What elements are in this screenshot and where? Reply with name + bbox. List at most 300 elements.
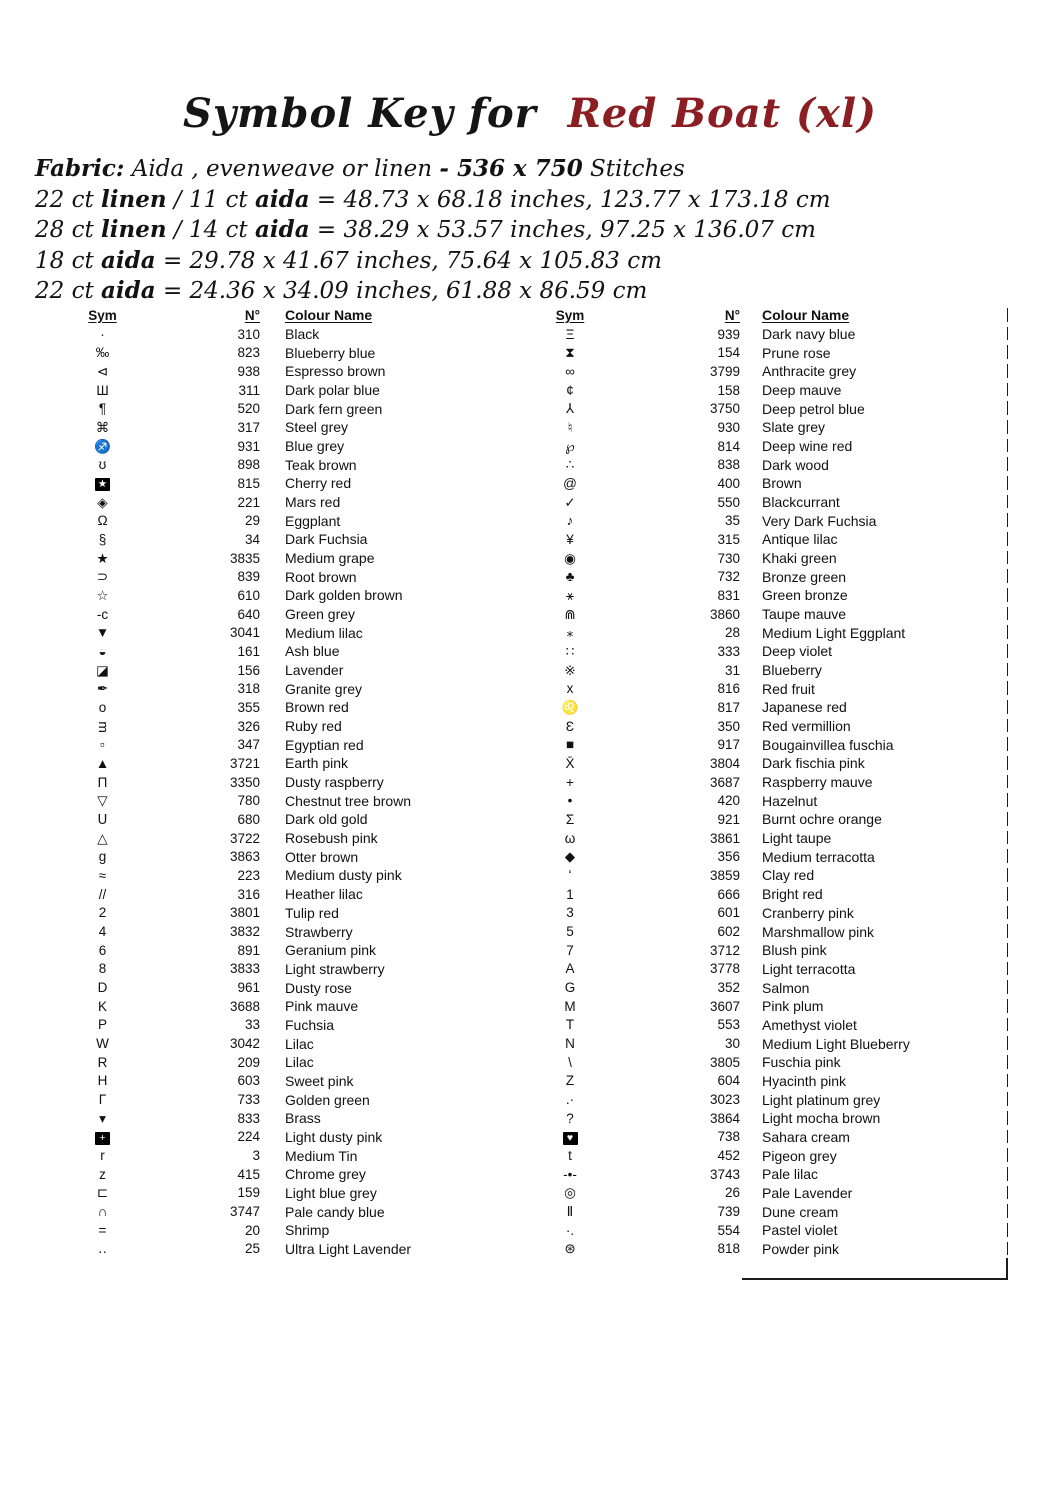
floss-number-cell: 452 [717,1148,740,1164]
floss-number-cell: 3688 [229,998,260,1014]
symbol-cell [530,551,610,566]
fabric-line: 28 ct linen / 14 ct aida = 38.29 x 53.57 inches, 97.25 x 136.07 cm [35,216,816,243]
stitch-symbol: § [98,531,107,547]
colour-name-cell: Deep violet [762,643,833,660]
floss-number-cell: 930 [717,419,740,435]
key-row [530,717,1008,736]
floss-number-cell: 602 [717,924,740,939]
colour-name-cell: Hyacinth pink [762,1072,847,1089]
floss-number-cell: 3 [252,1148,260,1164]
stitch-symbol: ‥ [97,1241,107,1257]
colour-name-cell: Light dusty pink [285,1128,383,1145]
stitch-symbol: ⊏ [96,1185,109,1201]
symbol-cell [60,663,145,678]
key-row [530,362,1008,381]
colour-name-cell: Anthracite grey [762,363,857,380]
colour-name-cell: Bronze green [762,568,847,585]
symbol-cell [60,868,145,883]
key-row [60,679,510,698]
symbol-cell [530,1241,610,1256]
stitch-symbol: ⧗ [565,345,575,361]
title-prefix: Symbol Key for [183,90,537,137]
floss-number-cell: 415 [237,1166,260,1182]
colour-name-cell: Ruby red [285,718,342,735]
floss-number-cell: 224 [237,1129,260,1145]
symbol-cell [530,1036,610,1051]
stitch-symbol: H [97,1073,108,1089]
symbol-cell [530,569,610,584]
colour-name-cell: Dark wood [762,456,829,473]
stitch-symbol: ᴟ [98,718,107,734]
floss-number-cell: 823 [237,345,260,361]
floss-number-cell: 3042 [229,1036,260,1052]
symbol-cell [530,1129,610,1145]
stitch-symbol: · [100,326,105,342]
symbol-cell [60,999,145,1014]
colour-name-cell: Steel grey [285,419,349,436]
symbol-cell [530,401,610,416]
column-header-name: Colour Name [762,307,850,324]
floss-number-cell: 31 [724,662,740,678]
colour-name-cell: Heather lilac [285,886,363,903]
symbol-cell [60,513,145,528]
colour-name-cell: Mars red [285,494,341,511]
key-row [530,1128,1008,1147]
colour-name-cell: Granite grey [285,680,363,697]
stitch-symbol: Ш [96,382,109,398]
symbol-cell [530,812,610,827]
floss-number-cell: 839 [237,569,260,585]
column-header-name: Colour Name [285,307,373,324]
floss-number-cell: 3864 [709,1110,740,1126]
colour-name-cell: Light terracotta [762,960,856,977]
key-row [530,455,1008,474]
colour-name-cell: Taupe mauve [762,606,847,623]
colour-name-cell: Blush pink [762,942,827,959]
symbol-cell [60,1204,145,1219]
symbol-cell [60,943,145,958]
symbol-cell [530,1111,610,1126]
colour-name-cell: Pastel violet [762,1222,838,1239]
colour-name-cell: Medium grape [285,550,375,567]
fabric-line: 18 ct aida = 29.78 x 41.67 inches, 75.64 x 105.83 cm [35,246,662,274]
symbol-cell [60,812,145,827]
stitch-symbol: ‰ [95,345,110,361]
key-row [530,493,1008,512]
stitch-symbol: Ξ [565,326,575,342]
colour-name-cell: Deep mauve [762,382,842,399]
stitch-symbol: ¶ [98,401,107,417]
key-row [530,1184,1008,1203]
colour-name-cell: Chestnut tree brown [285,792,412,809]
table-header-row [530,306,1008,325]
key-row [60,362,510,381]
symbol-cell [530,420,610,435]
key-row [530,829,1008,848]
key-row [530,1109,1008,1128]
floss-number-cell: 610 [237,587,260,603]
floss-number-cell: 520 [237,401,260,417]
colour-name-cell: Medium lilac [285,624,363,641]
stitch-symbol: + [95,1132,110,1145]
floss-number-cell: 29 [244,513,260,529]
symbol-cell [60,495,145,510]
stitch-symbol: ∞ [565,363,575,379]
symbol-key-table-right [530,306,1008,1280]
stitch-symbol: ω [564,830,576,846]
key-row [60,623,510,642]
symbol-cell [60,831,145,846]
symbol-cell [530,793,610,808]
colour-name-cell: Lavender [285,662,344,679]
floss-number-cell: 891 [237,942,260,958]
symbol-cell [60,1241,145,1256]
colour-name-cell: Khaki green [762,550,837,567]
floss-number-cell: 814 [717,438,740,454]
symbol-cell [530,1204,610,1219]
symbol-cell [60,345,145,360]
floss-number-cell: 3799 [709,363,740,379]
symbol-cell [60,756,145,771]
symbol-cell [530,961,610,976]
symbol-cell [530,681,610,696]
symbol-cell [530,1017,610,1032]
floss-number-cell: 3350 [229,774,260,790]
key-row [530,1072,1008,1091]
floss-number-cell: 939 [717,326,740,342]
floss-number-cell: 25 [244,1241,260,1257]
stitch-symbol: ≈ [98,867,107,883]
key-row [60,586,510,605]
floss-number-cell: 3041 [229,625,260,641]
colour-name-cell: Blueberry blue [285,344,376,361]
symbol-cell [60,1185,145,1200]
stitch-symbol: ⅄ [565,401,575,417]
colour-name-cell: Ash blue [285,643,340,660]
key-row [530,698,1008,717]
colour-name-cell: Lilac [285,1035,314,1052]
key-row [530,922,1008,941]
key-row [530,679,1008,698]
key-row [60,381,510,400]
colour-name-cell: Dark old gold [285,811,368,828]
floss-number-cell: 3861 [709,830,740,846]
key-row [530,418,1008,437]
stitch-symbol: ⊃ [96,569,109,585]
symbol-cell [530,607,610,622]
colour-name-cell: Japanese red [762,699,847,716]
key-row [530,941,1008,960]
floss-number-cell: 931 [237,438,260,454]
key-row [530,1240,1008,1259]
key-row [60,661,510,680]
colour-name-cell: Dark Fuchsia [285,531,368,548]
stitch-symbol: ⚹ [565,587,575,603]
symbol-cell [60,719,145,734]
colour-name-cell: Dark fern green [285,400,383,417]
floss-number-cell: 838 [717,457,740,473]
colour-name-cell: Pink plum [762,998,824,1015]
stitch-symbol: ʻ [568,867,572,883]
column-header-number: N° [244,307,260,323]
key-row [530,978,1008,997]
floss-number-cell: 666 [717,886,740,902]
symbol-cell [530,1148,610,1163]
colour-name-cell: Pink mauve [285,998,359,1015]
floss-number-cell: 780 [237,793,260,809]
floss-number-cell: 209 [237,1054,260,1070]
key-row [530,642,1008,661]
stitch-symbol: N [565,1036,575,1052]
floss-number-cell: 28 [724,625,740,641]
symbol-cell [530,588,610,603]
key-row [60,511,510,530]
symbol-cell [60,457,145,472]
symbol-cell [530,999,610,1014]
symbol-cell [60,1036,145,1051]
stitch-symbol: G [564,980,576,996]
key-row [530,381,1008,400]
floss-number-cell: 938 [237,363,260,379]
key-row [60,997,510,1016]
stitch-symbol: ▫ [100,737,105,753]
key-row [60,437,510,456]
symbol-cell [530,1055,610,1070]
floss-number-cell: 3859 [709,867,740,883]
stitch-symbol: ♣ [565,569,575,585]
key-row [60,1240,510,1259]
symbol-cell [530,625,610,640]
colour-name-cell: Root brown [285,568,357,585]
floss-number-cell: 818 [717,1241,740,1257]
colour-name-cell: Burnt ochre orange [762,811,882,828]
symbol-cell [530,1223,610,1238]
symbol-cell [60,924,145,939]
colour-name-cell: Pigeon grey [762,1147,837,1164]
stitch-symbol: ∩ [97,1204,108,1220]
key-row [60,698,510,717]
stitch-symbol: ◒ [98,643,107,659]
key-row [530,773,1008,792]
fabric-line: 22 ct linen / 11 ct aida = 48.73 x 68.18 inches, 123.77 x 173.18 cm [35,185,831,213]
colour-name-cell: Lilac [285,1054,314,1071]
stitch-symbol: X̄ [565,755,575,771]
key-row [60,754,510,773]
symbol-cell [530,1073,610,1088]
key-row [60,418,510,437]
table-header-row [60,306,510,325]
key-row [530,623,1008,642]
floss-number-cell: 159 [237,1185,260,1201]
symbol-cell [530,849,610,864]
colour-name-cell: Cherry red [285,475,352,492]
colour-name-cell: Light platinum grey [762,1091,881,1108]
colour-name-cell: Tulip red [285,904,339,921]
colour-name-cell: Rosebush pink [285,830,378,847]
key-row [60,866,510,885]
colour-name-cell: Medium dusty pink [285,867,402,884]
floss-number-cell: 333 [717,643,740,659]
colour-name-cell: Bright red [762,886,823,903]
key-row [60,717,510,736]
key-row [530,1165,1008,1184]
stitch-symbol: ♮ [567,419,573,435]
floss-number-cell: 733 [237,1092,260,1108]
key-row [530,605,1008,624]
floss-number-cell: 33 [244,1017,260,1033]
stitch-symbol: ※ [564,662,576,678]
stitch-symbol: ⌘ [95,419,110,435]
key-row [60,941,510,960]
key-row [530,567,1008,586]
key-row [530,661,1008,680]
key-row [60,343,510,362]
symbol-cell [530,924,610,939]
stitch-symbol: ☆ [96,587,109,603]
floss-number-cell: 3804 [709,755,740,771]
stitch-symbol: T [565,1017,575,1033]
table-border-corner [742,1258,1008,1280]
symbol-cell [60,607,145,622]
colour-name-cell: Green bronze [762,587,848,604]
floss-number-cell: 739 [717,1204,740,1220]
colour-name-cell: Blackcurrant [762,494,840,511]
floss-number-cell: 154 [717,345,740,361]
key-row [530,960,1008,979]
floss-number-cell: 315 [717,531,740,547]
key-row [530,343,1008,362]
key-row [60,829,510,848]
key-row [60,455,510,474]
symbol-cell [530,644,610,659]
symbol-cell [530,1092,610,1107]
colour-name-cell: Cranberry pink [762,904,854,921]
floss-number-cell: 730 [717,550,740,566]
floss-number-cell: 20 [244,1222,260,1238]
colour-name-cell: Bougainvillea fuschia [762,736,894,753]
stitch-symbol: ◉ [564,550,576,566]
stitch-symbol: Π [97,774,108,790]
colour-name-cell: Sweet pink [285,1072,354,1089]
key-row [60,1221,510,1240]
stitch-symbol: ⊲ [96,363,109,379]
stitch-symbol: ▼ [95,625,110,641]
colour-name-cell: Geranium pink [285,942,377,959]
symbol-cell [60,439,145,454]
floss-number-cell: 156 [237,662,260,678]
stitch-symbol: △ [97,830,108,846]
floss-number-cell: 311 [238,382,260,398]
colour-name-cell: Dark golden brown [285,587,403,604]
key-row [60,530,510,549]
floss-number-cell: 316 [237,886,260,902]
colour-name-cell: Blueberry [762,662,822,679]
floss-number-cell: 3778 [709,961,740,977]
symbol-cell [530,831,610,846]
key-row [530,754,1008,773]
key-row [60,474,510,493]
floss-number-cell: 3721 [229,755,260,771]
key-row [530,511,1008,530]
floss-number-cell: 3860 [709,606,740,622]
symbol-cell [530,756,610,771]
floss-number-cell: 318 [237,681,260,697]
symbol-cell [530,887,610,902]
colour-name-cell: Light strawberry [285,960,385,977]
colour-name-cell: Hazelnut [762,792,818,809]
key-row [530,1090,1008,1109]
floss-number-cell: 26 [724,1185,740,1201]
stitch-symbol: ◎ [564,1185,576,1201]
key-row [60,605,510,624]
colour-name-cell: Brown red [285,699,349,716]
symbol-cell [530,775,610,790]
colour-name-cell: Strawberry [285,923,353,940]
key-row [530,325,1008,344]
floss-number-cell: 350 [717,718,740,734]
colour-name-cell: Dark navy blue [762,326,856,342]
colour-name-cell: Dark fischia pink [762,755,865,772]
symbol-cell [60,532,145,547]
colour-name-cell: Raspberry mauve [762,774,873,791]
key-row [60,493,510,512]
colour-name-cell: Red fruit [762,680,815,697]
symbol-cell [60,1111,145,1126]
key-row [60,1165,510,1184]
colour-name-cell: Red vermillion [762,718,851,735]
colour-name-cell: Light mocha brown [762,1110,881,1127]
key-row [60,1034,510,1053]
floss-number-cell: 640 [237,606,260,622]
stitch-symbol: ★ [95,478,110,491]
key-row [530,885,1008,904]
stitch-symbol: 8 [98,961,107,977]
key-row [60,1016,510,1035]
key-row [60,1146,510,1165]
stitch-symbol: + [566,774,574,790]
stitch-symbol: ♌ [561,699,579,715]
colour-name-cell: Sahara cream [762,1128,850,1145]
stitch-symbol: • [567,793,573,809]
key-row [60,791,510,810]
column-header-sym: Sym [555,307,585,323]
stitch-symbol: ✓ [564,494,576,510]
symbol-cell [530,905,610,920]
stitch-symbol: ◪ [96,662,109,678]
colour-name-cell: Amethyst violet [762,1016,857,1033]
floss-number-cell: 3607 [709,998,740,1014]
symbol-cell [60,793,145,808]
floss-number-cell: 352 [717,980,740,996]
stitch-symbol: g [98,849,107,865]
fabric-line: 22 ct aida = 24.36 x 34.09 inches, 61.88 x 86.59 cm [35,277,648,304]
key-row [530,1016,1008,1035]
stitch-symbol: ♪ [566,513,574,529]
symbol-cell [530,345,610,360]
symbol-cell [60,625,145,640]
stitch-symbol: x [566,681,574,697]
floss-number-cell: 34 [244,531,260,547]
stitch-symbol: R [97,1054,108,1070]
colour-name-cell: Pale candy blue [285,1203,385,1220]
symbol-cell [530,943,610,958]
symbol-cell [60,1148,145,1163]
colour-name-cell: Espresso brown [285,363,386,380]
floss-number-cell: 604 [717,1073,740,1089]
symbol-cell [530,532,610,547]
key-row [530,474,1008,493]
key-row [60,567,510,586]
